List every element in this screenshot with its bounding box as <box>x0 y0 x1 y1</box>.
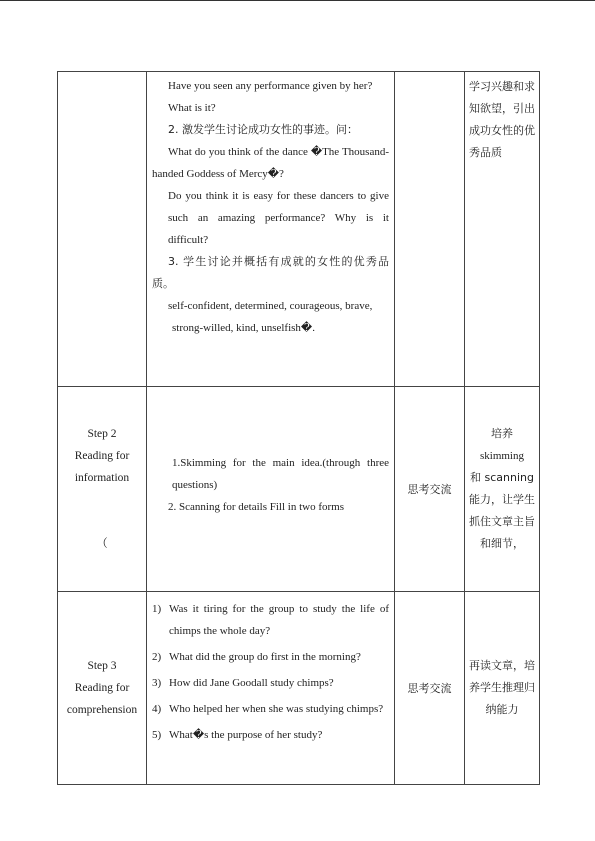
process-cell <box>147 592 395 785</box>
process-line: Do you think it is easy for these dancers to give such an amazing performance? Why is it difficult? <box>168 190 389 246</box>
process-line: 3. 学生讨论并概括有成就的女性的优秀品质。 <box>152 255 389 290</box>
list-item: 5) What�s the purpose of her study? <box>152 729 323 741</box>
process-line: What is it? <box>168 102 216 114</box>
list-item: 4) Who helped her when she was studying chimps? <box>152 703 384 715</box>
process-line: 1.Skimming for the main idea.(through three questions) <box>172 457 389 491</box>
step-number: Step 3 <box>87 660 117 672</box>
goal-line: 能力，让学生抓住文章主旨和细节， <box>469 493 535 550</box>
process-line: strong-willed, kind, unselfish�. <box>172 322 315 334</box>
step-cell <box>58 387 147 592</box>
goal-line: skimming <box>479 450 524 462</box>
step-cell <box>58 592 147 785</box>
step-title: Reading for <box>74 450 130 462</box>
list-item: 3) How did Jane Goodall study chimps? <box>152 677 334 689</box>
process-line: 2. 激发学生讨论成功女性的事迹。问： <box>168 123 358 136</box>
step-title: Reading for <box>74 682 130 694</box>
process-cell <box>147 387 395 592</box>
activity-cell-empty <box>395 72 465 387</box>
goal-line: 培养 <box>491 427 513 440</box>
activity-cell: 思考交流 <box>395 387 465 592</box>
step-note: （ <box>96 538 108 550</box>
goal-line: 和 scanning <box>470 471 534 484</box>
process-line: What do you think of the dance �The Thousand-handed Goddess of Mercy�? <box>152 146 389 180</box>
goal-cell: 学习兴趣和求知欲望，引出成功女性的优秀品质 <box>465 72 540 387</box>
process-line: 2. Scanning for details Fill in two forms <box>168 501 344 513</box>
list-item: 1) Was it tiring for the group to study the life of chimps the whole day? <box>152 603 389 637</box>
process-line: Have you seen any performance given by her? <box>168 80 373 92</box>
step-title: comprehension <box>66 704 138 716</box>
process-cell <box>147 72 395 387</box>
goal-cell <box>465 387 540 592</box>
list-item: 2) What did the group do first in the morning? <box>152 651 361 663</box>
table-row-step2 <box>58 387 540 592</box>
question-list <box>152 598 389 746</box>
process-line: self-confident, determined, courageous, brave, <box>168 300 373 312</box>
activity-cell: 思考交流 <box>395 592 465 785</box>
goal-cell: 再读文章，培养学生推理归纳能力 <box>465 592 540 785</box>
step-title: information <box>74 472 130 484</box>
table-row-warmup <box>58 72 540 387</box>
step-cell-empty <box>58 72 147 387</box>
step-number: Step 2 <box>87 428 117 440</box>
table-row-step3 <box>58 592 540 785</box>
lesson-plan-table <box>57 71 540 785</box>
page-top-rule <box>0 0 595 1</box>
